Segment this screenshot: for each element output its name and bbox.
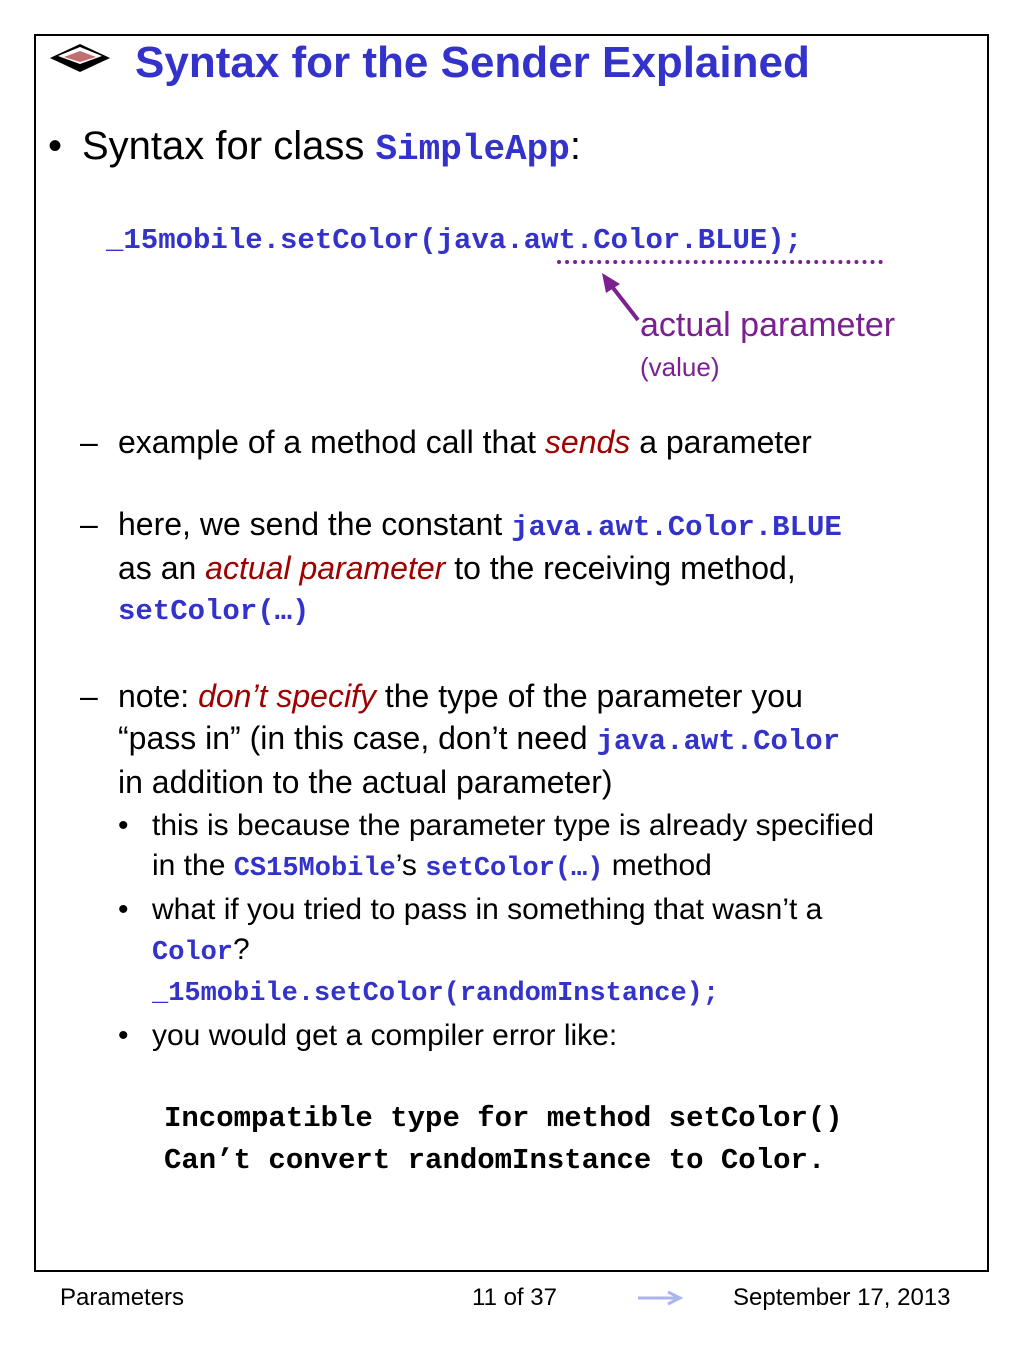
bullet-dot: • bbox=[48, 124, 63, 168]
main-bullet-text: Syntax for class bbox=[82, 124, 376, 168]
sub-bullet-text: the type of the parameter you bbox=[375, 678, 803, 714]
compiler-error bbox=[164, 1098, 843, 1182]
dash-marker: – bbox=[80, 424, 98, 460]
dash-marker: – bbox=[80, 678, 98, 714]
footer-date: September 17, 2013 bbox=[733, 1284, 951, 1311]
code-inline: Color bbox=[152, 938, 234, 968]
sub-bullet-text: as an bbox=[118, 550, 206, 586]
sub-sub-bullet-text: ’s bbox=[395, 849, 426, 882]
footer-topic: Parameters bbox=[60, 1284, 185, 1311]
slide-frame bbox=[34, 34, 989, 1272]
bullet-dot: • bbox=[118, 893, 129, 926]
emphasis-text: don’t specify bbox=[198, 678, 376, 714]
error-line-2: Can’t convert randomInstance to Color. bbox=[164, 1144, 826, 1177]
code-example-random: _15mobile.setColor(randomInstance); bbox=[152, 979, 720, 1009]
bullet-dot: • bbox=[118, 809, 129, 842]
sub-sub-bullet-text: you would get a compiler error like: bbox=[152, 1019, 618, 1052]
sub-bullet-text: in addition to the actual parameter) bbox=[118, 764, 613, 800]
main-bullet-suffix: : bbox=[569, 124, 581, 168]
footer-page-number: 11 of 37 bbox=[472, 1284, 557, 1311]
annotation-arrow-icon bbox=[598, 270, 642, 324]
dash-marker: – bbox=[80, 506, 98, 542]
sub-bullet-text: a parameter bbox=[630, 424, 812, 460]
code-inline: java.awt.Color.BLUE bbox=[511, 511, 842, 544]
code-inline: java.awt.Color bbox=[596, 725, 841, 758]
main-bullet bbox=[48, 124, 581, 170]
sub-sub-bullet-text: this is because the parameter type is already specified bbox=[152, 809, 875, 842]
code-inline: CS15Mobile bbox=[233, 854, 396, 884]
bullet-dot: • bbox=[118, 1019, 129, 1052]
sub-bullet-text: to the receiving method, bbox=[445, 550, 796, 586]
dotted-underline bbox=[557, 260, 883, 264]
code-inline: setColor(…) bbox=[118, 595, 310, 628]
code-inline: setColor(…) bbox=[425, 854, 604, 884]
sub-sub-bullet-text: method bbox=[603, 849, 712, 882]
sub-bullet-text: example of a method call that bbox=[118, 424, 545, 460]
annotation-sublabel: (value) bbox=[640, 352, 720, 382]
sub-sub-bullet-text: ? bbox=[233, 933, 250, 966]
slide-title: Syntax for the Sender Explained bbox=[135, 38, 810, 87]
annotation-label: actual parameter bbox=[640, 306, 896, 344]
emphasis-text: actual parameter bbox=[205, 550, 446, 586]
sub-bullet-text: here, we send the constant bbox=[118, 506, 512, 542]
sub-bullet-text: “pass in” (in this case, don’t need bbox=[118, 720, 597, 756]
sub-bullet-text: note: bbox=[118, 678, 199, 714]
sub-sub-bullet-text: in the bbox=[152, 849, 234, 882]
sub-sub-bullet-text: what if you tried to pass in something that wasn’t a bbox=[152, 893, 823, 926]
diamond-icon bbox=[48, 42, 112, 74]
error-line-1: Incompatible type for method setColor() bbox=[164, 1102, 843, 1135]
emphasis-text: sends bbox=[544, 424, 631, 460]
class-name-code: SimpleApp bbox=[375, 129, 570, 170]
right-arrow-icon[interactable] bbox=[636, 1290, 684, 1306]
code-example: _15mobile.setColor(java.awt.Color.BLUE); bbox=[106, 224, 803, 257]
